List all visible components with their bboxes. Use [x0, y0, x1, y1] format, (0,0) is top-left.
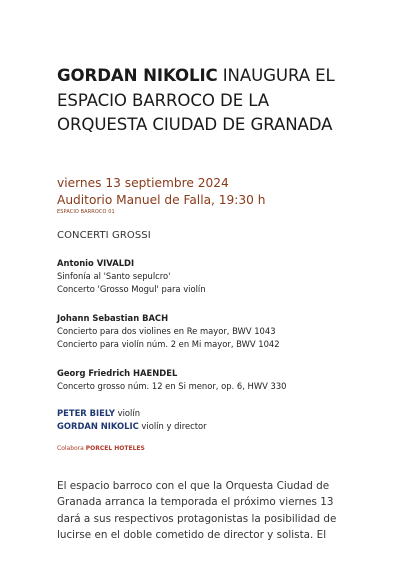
performer: [57, 420, 344, 433]
sponsor-name: PORCEL HOTELES: [85, 444, 145, 452]
piece: Concerto grosso núm. 12 en Si menor, op. 6, HWV 330: [57, 380, 287, 391]
page-title: [57, 64, 344, 138]
event-date: viernes 13 septiembre 2024: [57, 175, 229, 190]
piece: Concierto para violín núm. 2 en Mi mayor, BWV 1042: [57, 338, 280, 349]
performer-role: violín y director: [138, 420, 207, 431]
performer: [57, 407, 344, 420]
work-item: [57, 257, 344, 296]
event-venue: Auditorio Manuel de Falla, 19:30 h: [57, 192, 266, 207]
piece: Concerto 'Grosso Mogul' para violín: [57, 283, 206, 294]
event-series: ESPACIO BARROCO 01: [57, 208, 115, 215]
event-info: [57, 175, 344, 216]
program-section-title: CONCERTI GROSSI: [57, 229, 151, 241]
article-body: El espacio barroco con el que la Orquesta Ciudad de Granada arranca la temporada el próximo viernes 13 dará a sus respectivos protagonistas la posibilidad de lucirse en el doble cometido de director y solista. El: [57, 479, 337, 541]
title-rest: INAUGURA EL ESPACIO BARROCO DE LA ORQUESTA CIUDAD DE GRANADA: [57, 66, 335, 134]
composer-name: Georg Friedrich HAENDEL: [57, 367, 178, 378]
composer-name: Antonio VIVALDI: [57, 257, 135, 268]
performer-name: PETER BIELY: [57, 407, 115, 418]
piece: Concierto para dos violines en Re mayor, BWV 1043: [57, 325, 276, 336]
work-item: [57, 312, 344, 351]
performer-role: violín: [114, 407, 141, 418]
sponsor-label: Colabora: [57, 444, 86, 452]
piece: Sinfonía al 'Santo sepulcro': [57, 270, 171, 281]
sponsor-line: [57, 445, 344, 452]
composer-name: Johann Sebastian BACH: [57, 312, 169, 323]
performers: [57, 407, 344, 433]
performer-name: GORDAN NIKOLIC: [57, 420, 139, 431]
title-bold-name: GORDAN NIKOLIC: [57, 66, 218, 85]
work-item: [57, 367, 344, 393]
